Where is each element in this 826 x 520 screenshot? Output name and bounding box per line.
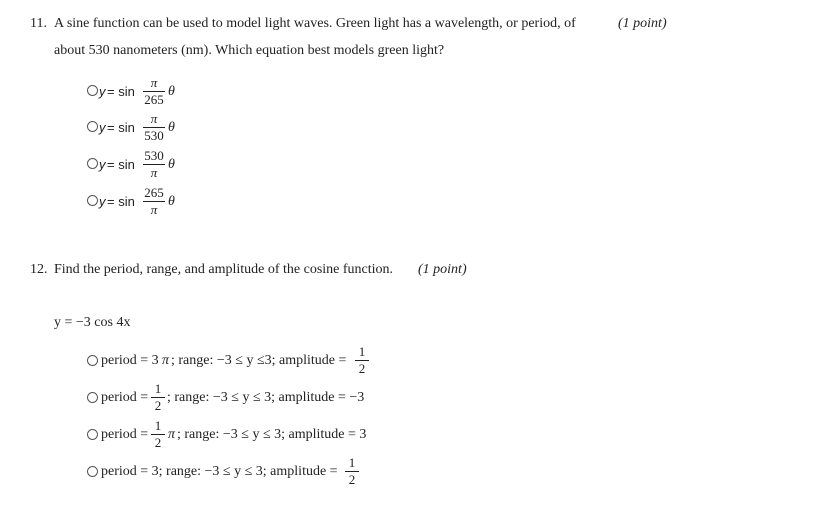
q12-option-1-rest: ; range: −3 ≤ y ≤3; amplitude = — [171, 353, 347, 368]
q12-option-4-text: period = 3; range: −3 ≤ y ≤ 3; amplitude = — [101, 464, 338, 479]
question-12-equation: y = −3 cos 4x — [54, 315, 131, 330]
q12-option-4-numerator: 1 — [348, 455, 356, 470]
q11-option-4-numerator: 265 — [144, 185, 164, 200]
q12-option-4-radio[interactable] — [87, 466, 98, 477]
q12-option-1-radio[interactable] — [87, 355, 98, 366]
q11-option-1-y: y — [99, 84, 106, 99]
q11-option-4-sin: = sin — [107, 194, 135, 209]
q12-option-2-rest: ; range: −3 ≤ y ≤ 3; amplitude = −3 — [167, 390, 365, 405]
q12-option-2-numerator: 1 — [154, 381, 162, 396]
q12-option-1-pi: π — [162, 353, 170, 368]
q11-option-3-sin: = sin — [107, 157, 135, 172]
question-11-text-line1: A sine function can be used to model light waves. Green light has a wavelength, or period, of — [54, 16, 576, 31]
q12-option-2-radio[interactable] — [87, 392, 98, 403]
q11-option-3-radio[interactable] — [87, 158, 98, 169]
q12-option-3-pi: π — [168, 427, 176, 442]
q11-option-1-denominator: 265 — [144, 92, 164, 107]
q11-option-4-radio[interactable] — [87, 195, 98, 206]
question-11-text-line2: about 530 nanometers (nm). Which equation best models green light? — [54, 43, 445, 58]
q11-option-2-radio[interactable] — [87, 121, 98, 132]
q12-option-3-numerator: 1 — [154, 418, 162, 433]
q11-option-1-fraction — [143, 76, 165, 107]
q11-option-2-y: y — [99, 120, 106, 135]
q11-option-1-theta: θ — [168, 84, 175, 99]
question-11-points: (1 point) — [618, 16, 667, 31]
q11-option-1-radio[interactable] — [87, 85, 98, 96]
q12-option-4-denominator: 2 — [348, 472, 356, 487]
q12-option-1-denominator: 2 — [358, 361, 366, 376]
q12-option-3-fraction — [151, 419, 165, 450]
q12-option-2-fraction — [151, 382, 165, 413]
q11-option-2-fraction — [143, 112, 165, 143]
q12-option-3-radio[interactable] — [87, 429, 98, 440]
q12-option-2-period: period = — [101, 390, 149, 405]
q12-option-1-period: period = 3 — [101, 353, 159, 368]
q11-option-2-numerator: π — [150, 111, 158, 126]
q11-option-4-y: y — [99, 194, 106, 209]
q12-option-1-numerator: 1 — [358, 344, 366, 359]
q11-option-4-denominator: π — [150, 202, 158, 217]
q11-option-3-fraction — [143, 149, 165, 180]
q11-option-2-denominator: 530 — [144, 128, 164, 143]
q12-option-4-fraction — [345, 456, 359, 487]
q11-option-2-theta: θ — [168, 120, 175, 135]
q12-option-3-rest: ; range: −3 ≤ y ≤ 3; amplitude = 3 — [177, 427, 367, 442]
question-12-text: Find the period, range, and amplitude of the cosine function. — [54, 262, 394, 277]
q11-option-3-numerator: 530 — [144, 148, 164, 163]
q11-option-3-theta: θ — [168, 157, 175, 172]
q11-option-3-denominator: π — [150, 165, 158, 180]
q11-option-4-fraction — [143, 186, 165, 217]
q11-option-2-sin: = sin — [107, 120, 135, 135]
question-12-number: 12. — [30, 262, 48, 277]
q12-option-3-denominator: 2 — [154, 435, 162, 450]
q11-option-1-sin: = sin — [107, 84, 135, 99]
question-12-points: (1 point) — [418, 262, 467, 277]
q12-option-2-denominator: 2 — [154, 398, 162, 413]
question-11-number: 11. — [30, 16, 47, 31]
q12-option-3-period: period = — [101, 427, 149, 442]
q11-option-3-y: y — [99, 157, 106, 172]
q11-option-1-numerator: π — [150, 75, 158, 90]
q12-option-1-fraction — [355, 345, 369, 376]
q11-option-4-theta: θ — [168, 194, 175, 209]
